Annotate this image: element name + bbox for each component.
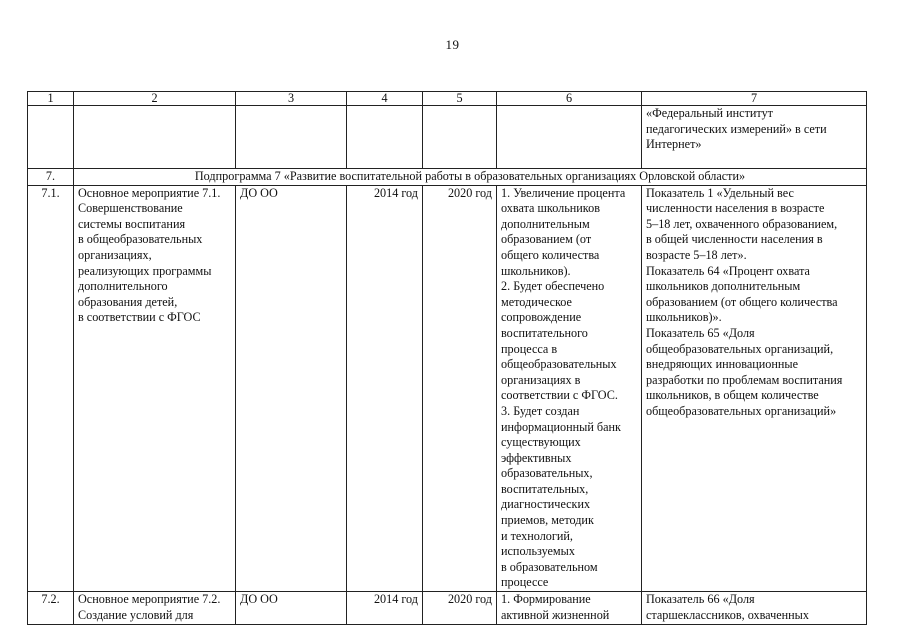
column-number: 5 (423, 92, 497, 106)
text-line: процесса в (501, 341, 558, 356)
text-line: в соответствии с ФГОС (78, 310, 201, 325)
text-line: образованием (от (501, 232, 592, 247)
text-line: воспитательного (501, 325, 588, 340)
activity-cell (74, 185, 236, 591)
indicator-cell (642, 185, 867, 591)
text-line: общего количества (501, 247, 600, 262)
text-line: Показатель 1 «Удельный вес (646, 185, 794, 200)
text-line: Показатель 66 «Доля (646, 592, 755, 607)
text-line: дополнительным (501, 216, 590, 231)
column-number: 1 (28, 92, 74, 106)
row-number: 7.1. (28, 185, 74, 591)
text-line: 1. Формирование (501, 592, 591, 607)
column-number: 2 (74, 92, 236, 106)
text-line: в общеобразовательных (78, 232, 203, 247)
text-line: Основное мероприятие 7.1. (78, 185, 221, 200)
indicator-cell (642, 592, 867, 625)
text-line: общеобразовательных организаций» (646, 403, 837, 418)
text-line: образовательных, (501, 466, 593, 481)
text-line: внедряющих инновационные (646, 357, 799, 372)
text-line: школьников)». (646, 310, 722, 325)
end-year-cell: 2020 год (423, 592, 497, 625)
text-line: школьников дополнительным (646, 279, 801, 294)
text-line: Создание условий для (78, 607, 194, 622)
executor-cell: ДО ОО (236, 185, 347, 591)
column-number: 3 (236, 92, 347, 106)
start-year-cell: 2014 год (347, 592, 423, 625)
text-line: школьников). (501, 263, 571, 278)
text-line: организациях в (501, 372, 581, 387)
column-number: 6 (497, 92, 642, 106)
text-line: информационный банк (501, 419, 621, 434)
text-line: образованием (от общего количества (646, 294, 838, 309)
text-line: Показатель 64 «Процент охвата (646, 263, 810, 278)
text-line: 3. Будет создан (501, 403, 580, 418)
text-line: организациях, (78, 247, 152, 262)
text-line: разработки по проблемам воспитания (646, 372, 843, 387)
start-year-cell: 2014 год (347, 185, 423, 591)
text-line: в образовательном (501, 559, 598, 574)
text-line: реализующих программы (78, 263, 212, 278)
text-line: школьников, в общем количестве (646, 388, 819, 403)
text-line: образования детей, (78, 294, 178, 309)
text-line: эффективных (501, 450, 572, 465)
subprogram-row (28, 169, 867, 186)
page-number: 19 (445, 37, 460, 52)
executor-cell: ДО ОО (236, 592, 347, 625)
text-line: существующих (501, 435, 581, 450)
text-line: 1. Увеличение процента (501, 185, 626, 200)
text-line: диагностических (501, 497, 591, 512)
text-line: дополнительного (78, 279, 168, 294)
text-line: Показатель 65 «Доля (646, 325, 755, 340)
results-cell (497, 185, 642, 591)
activity-cell (74, 592, 236, 625)
results-cell (497, 592, 642, 625)
text-line: 5–18 лет, охваченного образованием, (646, 216, 838, 231)
text-line: используемых (501, 544, 575, 559)
text-line: охвата школьников (501, 201, 600, 216)
text-line: сопровождение (501, 310, 582, 325)
column-number: 7 (642, 92, 867, 106)
text-line: методическое (501, 294, 572, 309)
text-line: возрасте 5–18 лет». (646, 247, 747, 262)
table-row (28, 592, 867, 625)
row-number: 7. (28, 169, 74, 186)
text-line: Основное мероприятие 7.2. (78, 592, 221, 607)
text-line: активной жизненной (501, 607, 610, 622)
text-line: и технологий, (501, 528, 573, 543)
continuation-row (28, 106, 867, 169)
text-line: процессе (501, 575, 549, 590)
text-line: системы воспитания (78, 216, 186, 231)
text-line: Совершенствование (78, 201, 183, 216)
activities-table (27, 91, 867, 625)
text-line: 2. Будет обеспечено (501, 279, 605, 294)
table-row (28, 185, 867, 591)
text-line: общеобразовательных организаций, (646, 341, 834, 356)
text-line: приемов, методик (501, 513, 594, 528)
indicator-cell: «Федеральный институт педагогических измерений» в сети Интернет» (642, 106, 867, 169)
column-number-row (28, 92, 867, 106)
text-line: воспитательных, (501, 481, 589, 496)
column-number: 4 (347, 92, 423, 106)
text-line: численности населения в возрасте (646, 201, 825, 216)
text-line: старшеклассников, охваченных (646, 607, 809, 622)
end-year-cell: 2020 год (423, 185, 497, 591)
text-line: соответствии с ФГОС. (501, 388, 618, 403)
text-line: общеобразовательных (501, 357, 617, 372)
subprogram-title: Подпрограмма 7 «Развитие воспитательной работы в образовательных организациях Орловской области» (74, 169, 867, 186)
text-line: в общей численности населения в (646, 232, 823, 247)
row-number: 7.2. (28, 592, 74, 625)
